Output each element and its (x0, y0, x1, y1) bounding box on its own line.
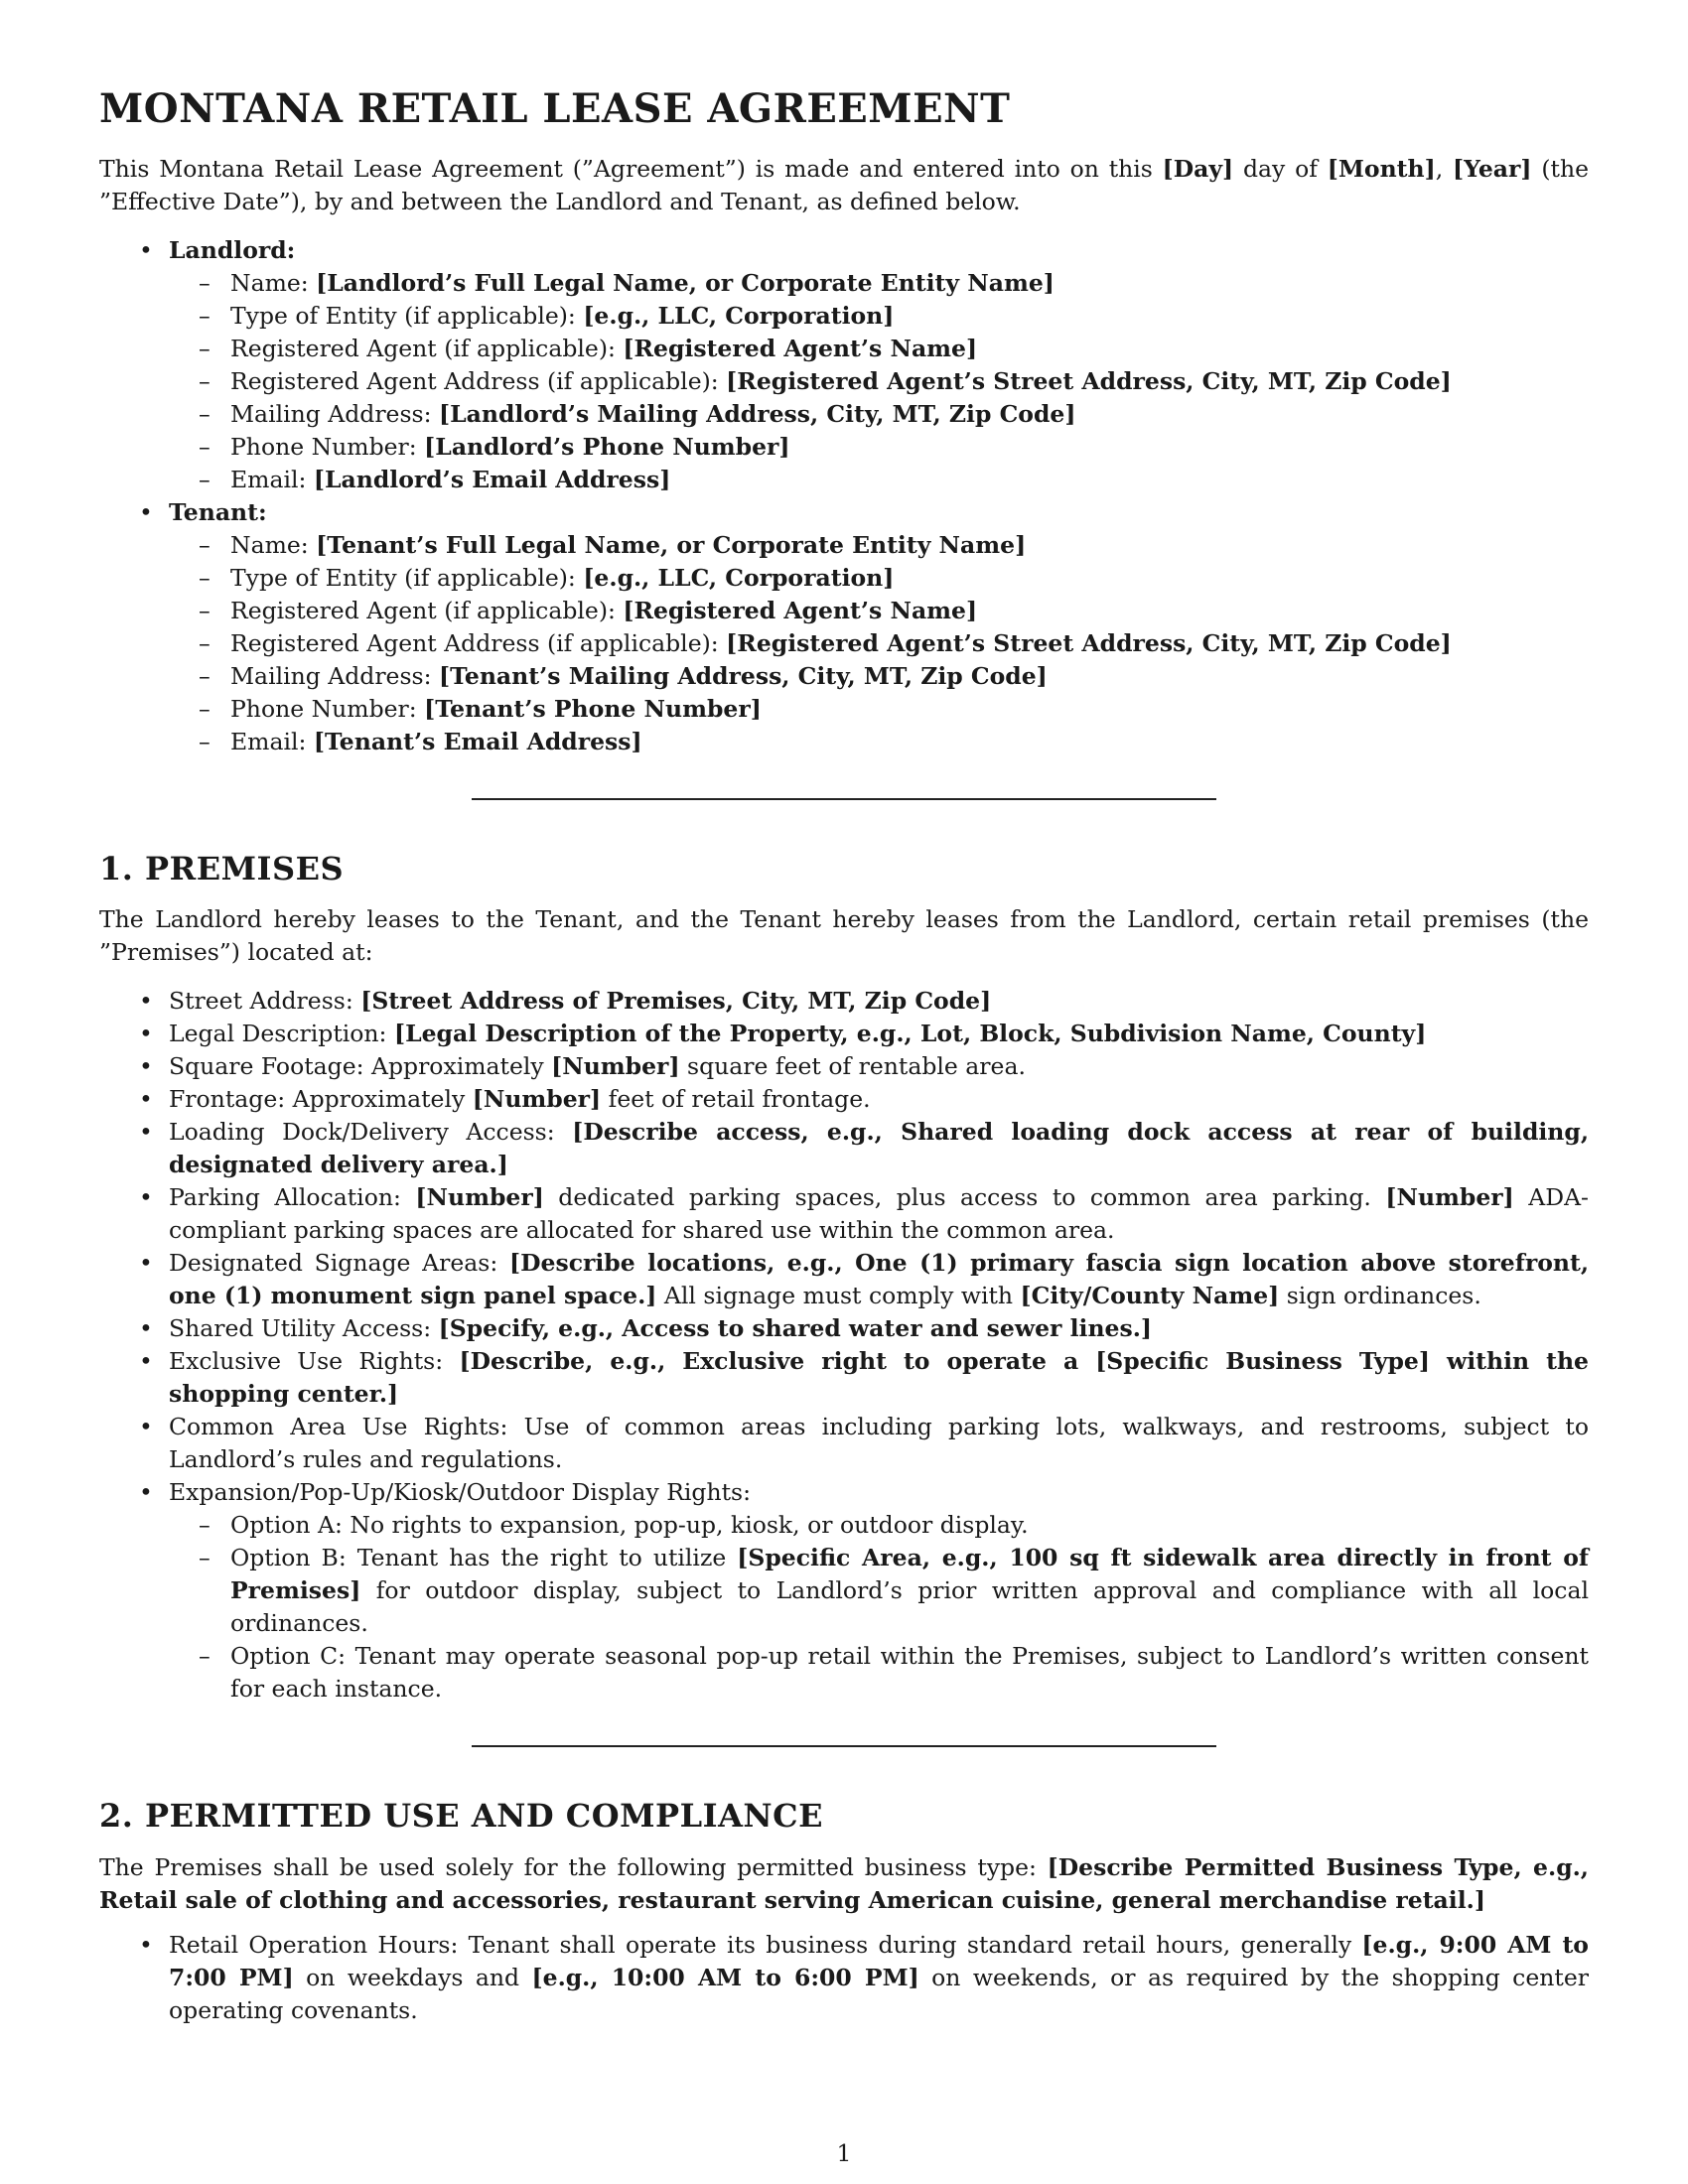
document-title: MONTANA RETAIL LEASE AGREEMENT (99, 85, 1011, 132)
landlord-phone-field: – Phone Number: [Landlord’s Phone Number] (169, 431, 1589, 464)
expansion-item: • Expansion/Pop-Up/Kiosk/Outdoor Display Rights: – Option A: No rights to expansion, pop-up, kiosk, or outdoor display. – Option B: Tenant has the right to utilize [Specific Area, e.g., 100 sq ft sidewalk area directly in front of Premises] for outdoor display, subject to Landlord’s prior written approval and compliance with all local ordinances. – Option C: Tenant may operate seasonal pop-up retail within the Premises, subject to Landlord’s written consent for each instance. (99, 1476, 1589, 1706)
parties-list (99, 234, 1589, 758)
tenant-fields (169, 529, 1589, 758)
intro-paragraph: This Montana Retail Lease Agreement (”Agreement”) is made and entered into on this [Day] day of [Month], [Year] (the ”Effective Date”), by and between the Landlord and Tenant, as defined below. (99, 155, 1589, 215)
square-footage-item: • Square Footage: Approximately [Number] square feet of rentable area. (99, 1050, 1589, 1083)
landlord-email-field: – Email: [Landlord’s Email Address] (169, 464, 1589, 496)
option-b: – Option B: Tenant has the right to utilize [Specific Area, e.g., 100 sq ft sidewalk area directly in front of Premises] for outdoor display, subject to Landlord’s prior written approval and compliance with all local ordinances. (169, 1542, 1589, 1640)
operation-hours-item: • Retail Operation Hours: Tenant shall operate its business during standard retail hours, generally [e.g., 9:00 AM to 7:00 PM] on weekdays and [e.g., 10:00 AM to 6:00 PM] on weekends, or as required by the shopping center operating covenants. (99, 1929, 1589, 2027)
frontage-item: • Frontage: Approximately [Number] feet of retail frontage. (99, 1083, 1589, 1116)
premises-list (99, 985, 1589, 1706)
landlord-heading: Landlord: (169, 236, 296, 264)
tenant-name-field: – Name: [Tenant’s Full Legal Name, or Corporate Entity Name] (169, 529, 1589, 562)
expansion-options (169, 1509, 1589, 1706)
section-2-heading: 2. PERMITTED USE AND COMPLIANCE (99, 1797, 823, 1836)
section-divider (472, 798, 1216, 800)
tenant-agent-field: – Registered Agent (if applicable): [Registered Agent’s Name] (169, 595, 1589, 627)
document-page (99, 85, 1589, 2027)
tenant-phone-field: – Phone Number: [Tenant’s Phone Number] (169, 693, 1589, 726)
landlord-name-field: – Name: [Landlord’s Full Legal Name, or Corporate Entity Name] (169, 267, 1589, 300)
landlord-agent-address-field: – Registered Agent Address (if applicable): [Registered Agent’s Street Address, City, MT, Zip Code] (169, 365, 1589, 398)
landlord-fields (169, 267, 1589, 496)
section-1-heading: 1. PREMISES (99, 850, 345, 887)
legal-description-item: • Legal Description: [Legal Description of the Property, e.g., Lot, Block, Subdivision Name, County] (99, 1018, 1589, 1050)
page-number: 1 (836, 2139, 852, 2167)
signage-item: • Designated Signage Areas: [Describe locations, e.g., One (1) primary fascia sign location above storefront, one (1) monument sign panel space.] All signage must comply with [City/County Name] sign ordinances. (99, 1247, 1589, 1312)
tenant-email-field: – Email: [Tenant’s Email Address] (169, 726, 1589, 758)
landlord-entity-field: – Type of Entity (if applicable): [e.g., LLC, Corporation] (169, 300, 1589, 333)
option-c: – Option C: Tenant may operate seasonal pop-up retail within the Premises, subject to Landlord’s written consent for each instance. (169, 1640, 1589, 1706)
street-address-item: • Street Address: [Street Address of Premises, City, MT, Zip Code] (99, 985, 1589, 1018)
exclusive-use-item: • Exclusive Use Rights: [Describe, e.g., Exclusive right to operate a [Specific Business Type] within the shopping center.] (99, 1345, 1589, 1411)
tenant-heading: Tenant: (169, 498, 267, 526)
landlord-mailing-field: – Mailing Address: [Landlord’s Mailing Address, City, MT, Zip Code] (169, 398, 1589, 431)
section-divider (472, 1745, 1216, 1747)
common-area-item: • Common Area Use Rights: Use of common areas including parking lots, walkways, and restrooms, subject to Landlord’s rules and regulations. (99, 1411, 1589, 1476)
landlord-agent-field: – Registered Agent (if applicable): [Registered Agent’s Name] (169, 333, 1589, 365)
section-2-intro: The Premises shall be used solely for the following permitted business type: [Describe Permitted Business Type, e.g., Retail sale of clothing and accessories, restaurant serving American cuisine, general merchandise retail.] (99, 1852, 1589, 1914)
tenant-agent-address-field: – Registered Agent Address (if applicable): [Registered Agent’s Street Address, City, MT, Zip Code] (169, 627, 1589, 660)
permitted-use-list (99, 1929, 1589, 2027)
utility-item: • Shared Utility Access: [Specify, e.g., Access to shared water and sewer lines.] (99, 1312, 1589, 1345)
tenant-item (99, 496, 1589, 758)
tenant-entity-field: – Type of Entity (if applicable): [e.g., LLC, Corporation] (169, 562, 1589, 595)
section-1-intro: The Landlord hereby leases to the Tenant, and the Tenant hereby leases from the Landlord, certain retail premises (the ”Premises”) located at: (99, 905, 1589, 967)
tenant-mailing-field: – Mailing Address: [Tenant’s Mailing Address, City, MT, Zip Code] (169, 660, 1589, 693)
option-a: – Option A: No rights to expansion, pop-up, kiosk, or outdoor display. (169, 1509, 1589, 1542)
landlord-item (99, 234, 1589, 496)
parking-item: • Parking Allocation: [Number] dedicated parking spaces, plus access to common area parking. [Number] ADA-compliant parking spaces are allocated for shared use within the common area. (99, 1181, 1589, 1247)
loading-dock-item: • Loading Dock/Delivery Access: [Describe access, e.g., Shared loading dock access at rear of building, designated delivery area.] (99, 1116, 1589, 1181)
